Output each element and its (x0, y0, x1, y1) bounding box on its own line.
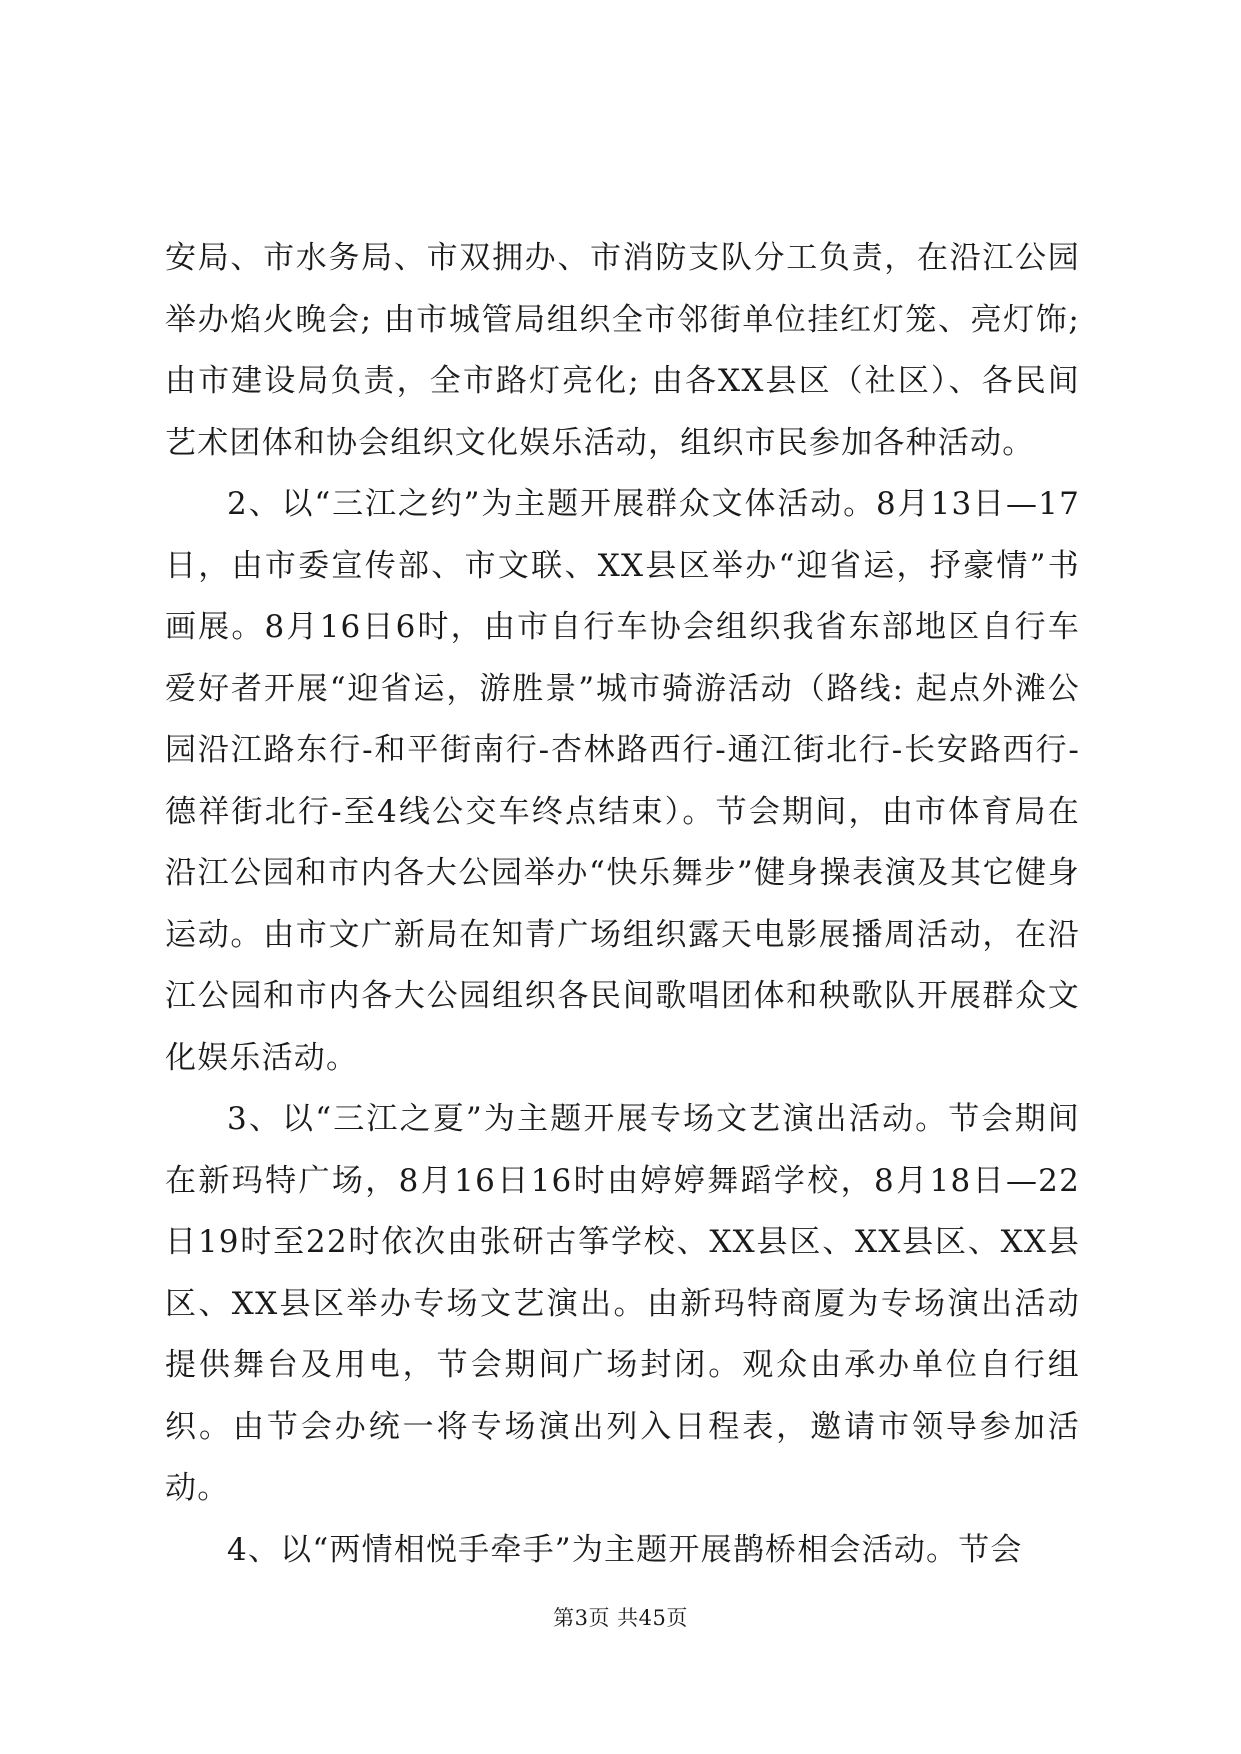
page-number-footer: 第3页 共45页 (553, 1606, 688, 1630)
paragraph-continuation: 安局、市水务局、市双拥办、市消防支队分工负责，在沿江公园举办焰火晚会; 由市城管局组织全市邻街单位挂红灯笼、亮灯饰; 由市建设局负责，全市路灯亮化; 由各XX县区（社区）、各民间艺术团体和协会组织文化娱乐活动，组织市民参加各种活动。 (165, 240, 1080, 461)
paragraph-item-4: 4、以“两情相悦手牵手”为主题开展鹊桥相会活动。节会 (227, 1531, 1023, 1568)
document-body (165, 228, 1080, 1581)
paragraph-item-3: 3、以“三江之夏”为主题开展专场文艺演出活动。节会期间在新玛特广场，8月16日16时由婷婷舞蹈学校，8月18日—22日19时至22时依次由张研古筝学校、XX县区、XX县区、XX县区、XX县区举办专场文艺演出。由新玛特商厦为专场演出活动提供舞台及用电，节会期间广场封闭。观众由承办单位自行组织。由节会办统一将专场演出列入日程表，邀请市领导参加活动。 (165, 1101, 1080, 1506)
paragraph-item-2: 2、以“三江之约”为主题开展群众文体活动。8月13日—17日，由市委宣传部、市文联、XX县区举办“迎省运，抒豪情”书画展。8月16日6时，由市自行车协会组织我省东部地区自行车爱好者开展“迎省运，游胜景”城市骑游活动（路线: 起点外滩公园沿江路东行-和平街南行-杏林路西行-通江街北行-长安路西行-德祥街北行-至4线公交车终点结束）。节会期间，由市体育局在沿江公园和市内各大公园举办“快乐舞步”健身操表演及其它健身运动。由市文广新局在知青广场组织露天电影展播周活动，在沿江公园和市内各大公园组织各民间歌唱团体和秧歌队开展群众文化娱乐活动。 (165, 486, 1080, 1076)
